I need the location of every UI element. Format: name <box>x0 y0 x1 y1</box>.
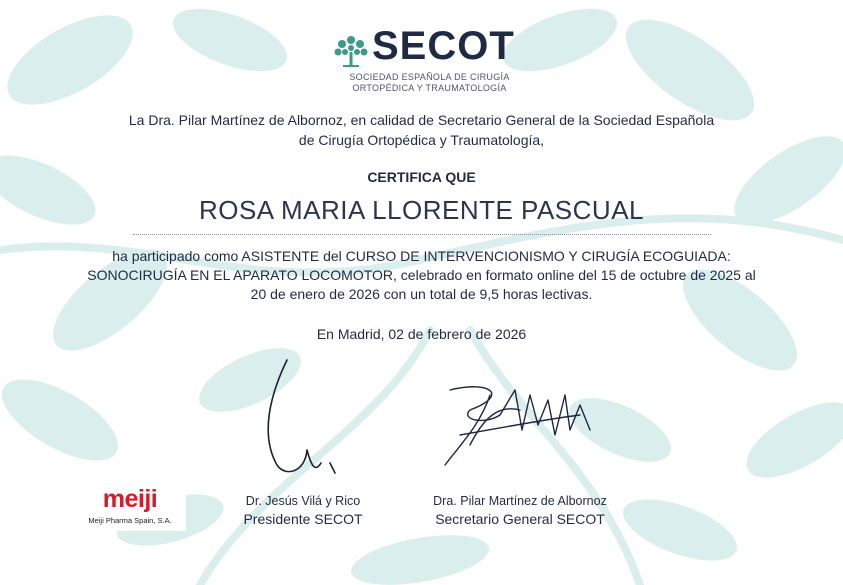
secretary-signatory <box>405 494 635 527</box>
secretary-name: Dra. Pilar Martínez de Albornoz <box>433 494 607 508</box>
name-underline-divider <box>133 234 711 235</box>
certifies-heading: CERTIFICA QUE <box>367 169 476 185</box>
certificate-body <box>0 247 843 304</box>
meiji-brand: meiji <box>102 485 158 513</box>
logo-subtitle-line1: SOCIEDAD ESPAÑOLA DE CIRUGÍA <box>349 72 510 82</box>
secretary-signature <box>430 375 610 475</box>
secretary-role: Secretario General SECOT <box>435 511 605 527</box>
intro-line-1: La Dra. Pilar Martínez de Albornoz, en calidad de Secretario General de la Sociedad Española <box>128 112 715 128</box>
body-line-2: SONOCIRUGÍA EN EL APARATO LOCOMOTOR, celebrado en formato online del 15 de octubre de 2025 al <box>87 267 756 283</box>
intro-paragraph <box>0 110 843 150</box>
president-signatory <box>208 494 398 527</box>
body-line-3: 20 de enero de 2026 con un total de 9,5 horas lectivas. <box>250 286 593 302</box>
body-line-1: ha participado como ASISTENTE del CURSO DE INTERVENCIONISMO Y CIRUGÍA ECOGUIADA: <box>112 248 731 264</box>
tree-logo-icon <box>332 32 370 70</box>
secot-logo <box>332 24 522 100</box>
president-signature <box>255 355 365 485</box>
president-name: Dr. Jesús Vilá y Rico <box>245 494 361 508</box>
secot-wordmark: SECOT <box>372 24 515 68</box>
meiji-tagline: Meiji Pharma Spain, S.A. <box>88 516 172 525</box>
president-role: Presidente SECOT <box>243 511 363 527</box>
recipient-name: ROSA MARIA LLORENTE PASCUAL <box>198 195 645 225</box>
logo-subtitle-line2: ORTOPÉDICA Y TRAUMATOLOGÍA <box>352 83 507 93</box>
place-and-date: En Madrid, 02 de febrero de 2026 <box>316 326 527 342</box>
intro-line-2: de Cirugía Ortopédica y Traumatología, <box>298 132 545 148</box>
meiji-sponsor-logo <box>74 483 186 531</box>
